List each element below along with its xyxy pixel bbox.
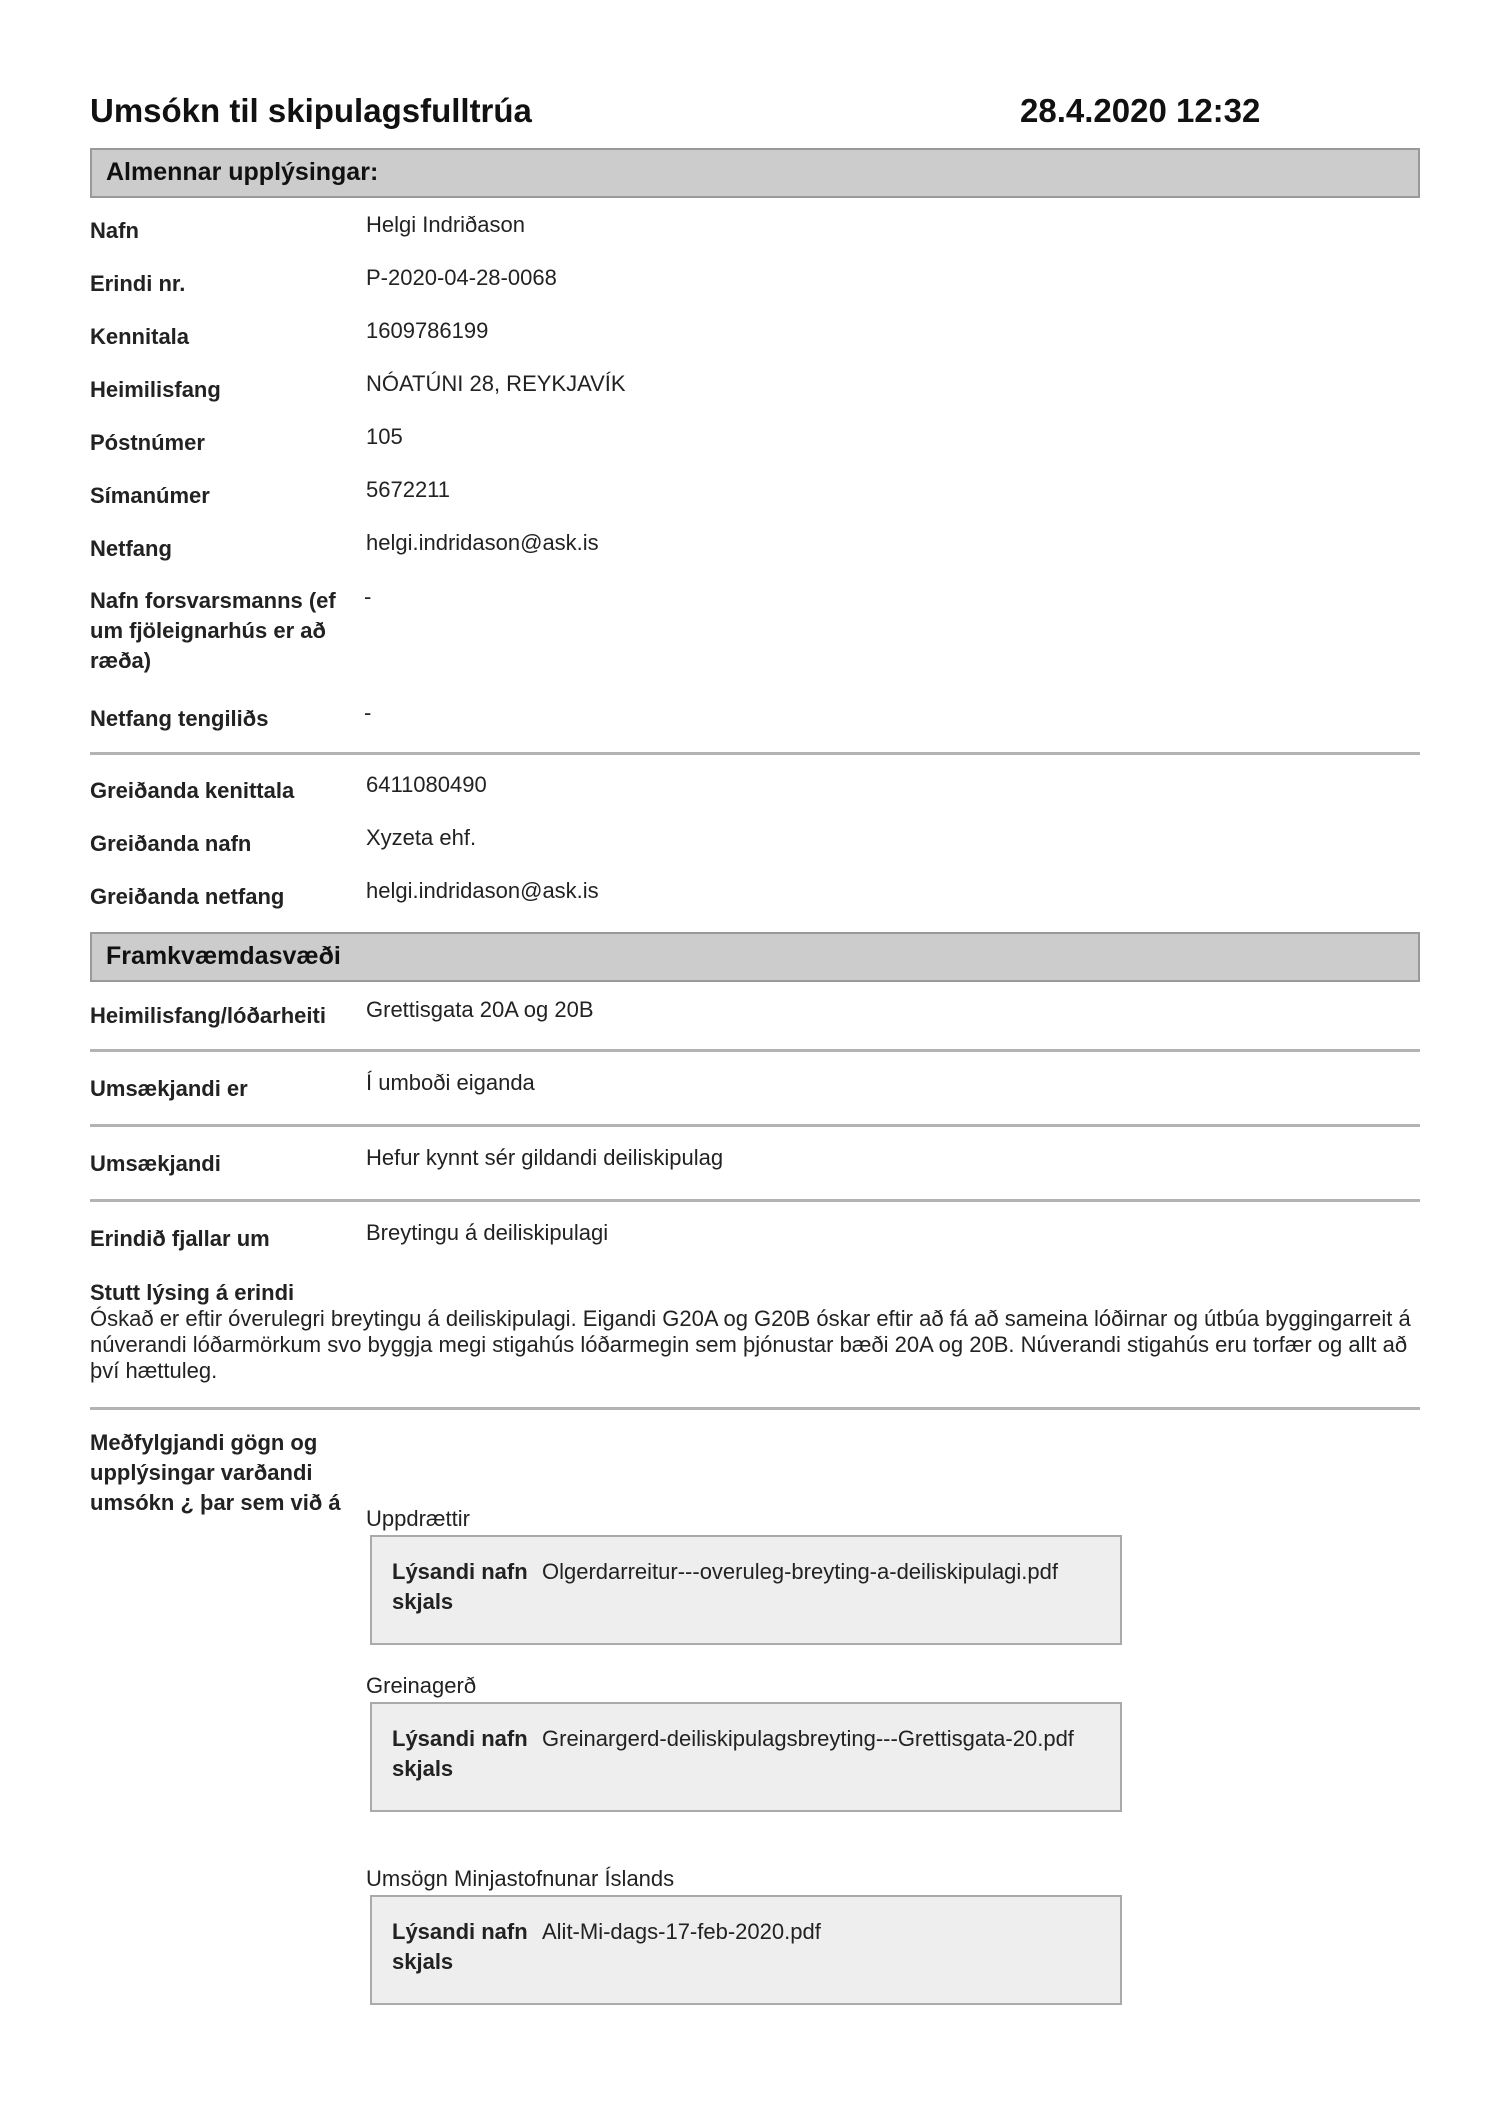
divider — [90, 1407, 1420, 1410]
submission-datetime: 28.4.2020 12:32 — [1020, 92, 1261, 129]
field-label: Erindi nr. — [90, 271, 186, 296]
field-label: Kennitala — [90, 324, 190, 349]
field-value: - — [364, 584, 372, 609]
field-label: Póstnúmer — [90, 430, 205, 455]
field-label: Netfang tengiliðs — [90, 706, 269, 731]
attachments-label: Meðfylgjandi gögn og upplýsingar varðandi umsókn ¿ þar sem við á — [90, 1430, 341, 1515]
attachment-file-link[interactable]: Alit-Mi-dags-17-feb-2020.pdf — [542, 1919, 821, 1944]
field-value: 5672211 — [366, 477, 451, 502]
attachment-category: Greinagerð — [366, 1673, 477, 1698]
attachment-box — [370, 1702, 1122, 1812]
field-label: Heimilisfang — [90, 377, 221, 402]
field-label: Greiðanda kenittala — [90, 778, 295, 803]
field-value: helgi.indridason@ask.is — [366, 530, 599, 555]
field-label: Erindið fjallar um — [90, 1226, 270, 1251]
field-value: helgi.indridason@ask.is — [366, 878, 599, 903]
divider — [90, 1199, 1420, 1202]
field-value: Í umboði eiganda — [366, 1070, 535, 1095]
attachment-box-label: Lýsandi nafn skjals — [392, 1726, 528, 1781]
attachment-category: Uppdrættir — [366, 1506, 470, 1531]
field-value: P-2020-04-28-0068 — [366, 265, 557, 290]
divider — [90, 752, 1420, 755]
attachment-category: Umsögn Minjastofnunar Íslands — [366, 1866, 675, 1891]
field-label: Símanúmer — [90, 483, 210, 508]
field-value: Grettisgata 20A og 20B — [366, 997, 594, 1022]
field-value: Xyzeta ehf. — [366, 825, 477, 850]
attachment-box — [370, 1535, 1122, 1645]
attachment-file-link[interactable]: Greinargerd-deiliskipulagsbreyting---Grettisgata-20.pdf — [542, 1726, 1074, 1751]
field-value: NÓATÚNI 28, REYKJAVÍK — [366, 371, 626, 396]
field-value: 6411080490 — [366, 772, 487, 797]
field-value: - — [364, 700, 372, 725]
divider — [90, 1049, 1420, 1052]
field-label: Greiðanda netfang — [90, 884, 285, 909]
attachment-file-link[interactable]: Olgerdarreitur---overuleg-breyting-a-deiliskipulagi.pdf — [542, 1559, 1059, 1584]
attachment-box-label: Lýsandi nafn skjals — [392, 1559, 528, 1614]
section-header-area: Framkvæmdasvæði — [90, 932, 1420, 982]
field-label: Umsækjandi er — [90, 1076, 248, 1101]
field-label: Greiðanda nafn — [90, 831, 252, 856]
field-value: Helgi Indriðason — [366, 212, 525, 237]
description-label: Stutt lýsing á erindi — [90, 1280, 295, 1305]
description-text: Óskað er eftir óverulegri breytingu á deiliskipulagi. Eigandi G20A og G20B óskar eftir að fá að sameina lóðirnar og útbúa byggingarreit á núverandi lóðarmörkum svo byggja megi stigahús lóðarmegin sem þjónustar bæði 20A og 20B. Núverandi stigahús eru torfær og allt að því hættuleg. — [90, 1306, 1411, 1383]
field-value: Hefur kynnt sér gildandi deiliskipulag — [366, 1145, 724, 1170]
field-label: Netfang — [90, 536, 172, 561]
field-label: Umsækjandi — [90, 1151, 221, 1176]
section-header-general: Almennar upplýsingar: — [90, 148, 1420, 198]
attachment-box — [370, 1895, 1122, 2005]
field-label: Heimilisfang/lóðarheiti — [90, 1003, 326, 1028]
field-label: Nafn — [90, 218, 139, 243]
divider — [90, 1124, 1420, 1127]
field-value: 105 — [366, 424, 403, 449]
page-title: Umsókn til skipulagsfulltrúa — [90, 92, 532, 129]
field-label: Nafn forsvarsmanns (ef um fjöleignarhús er að ræða) — [90, 588, 336, 673]
field-value: Breytingu á deiliskipulagi — [366, 1220, 609, 1245]
attachment-box-label: Lýsandi nafn skjals — [392, 1919, 528, 1974]
field-value: 1609786199 — [366, 318, 489, 343]
